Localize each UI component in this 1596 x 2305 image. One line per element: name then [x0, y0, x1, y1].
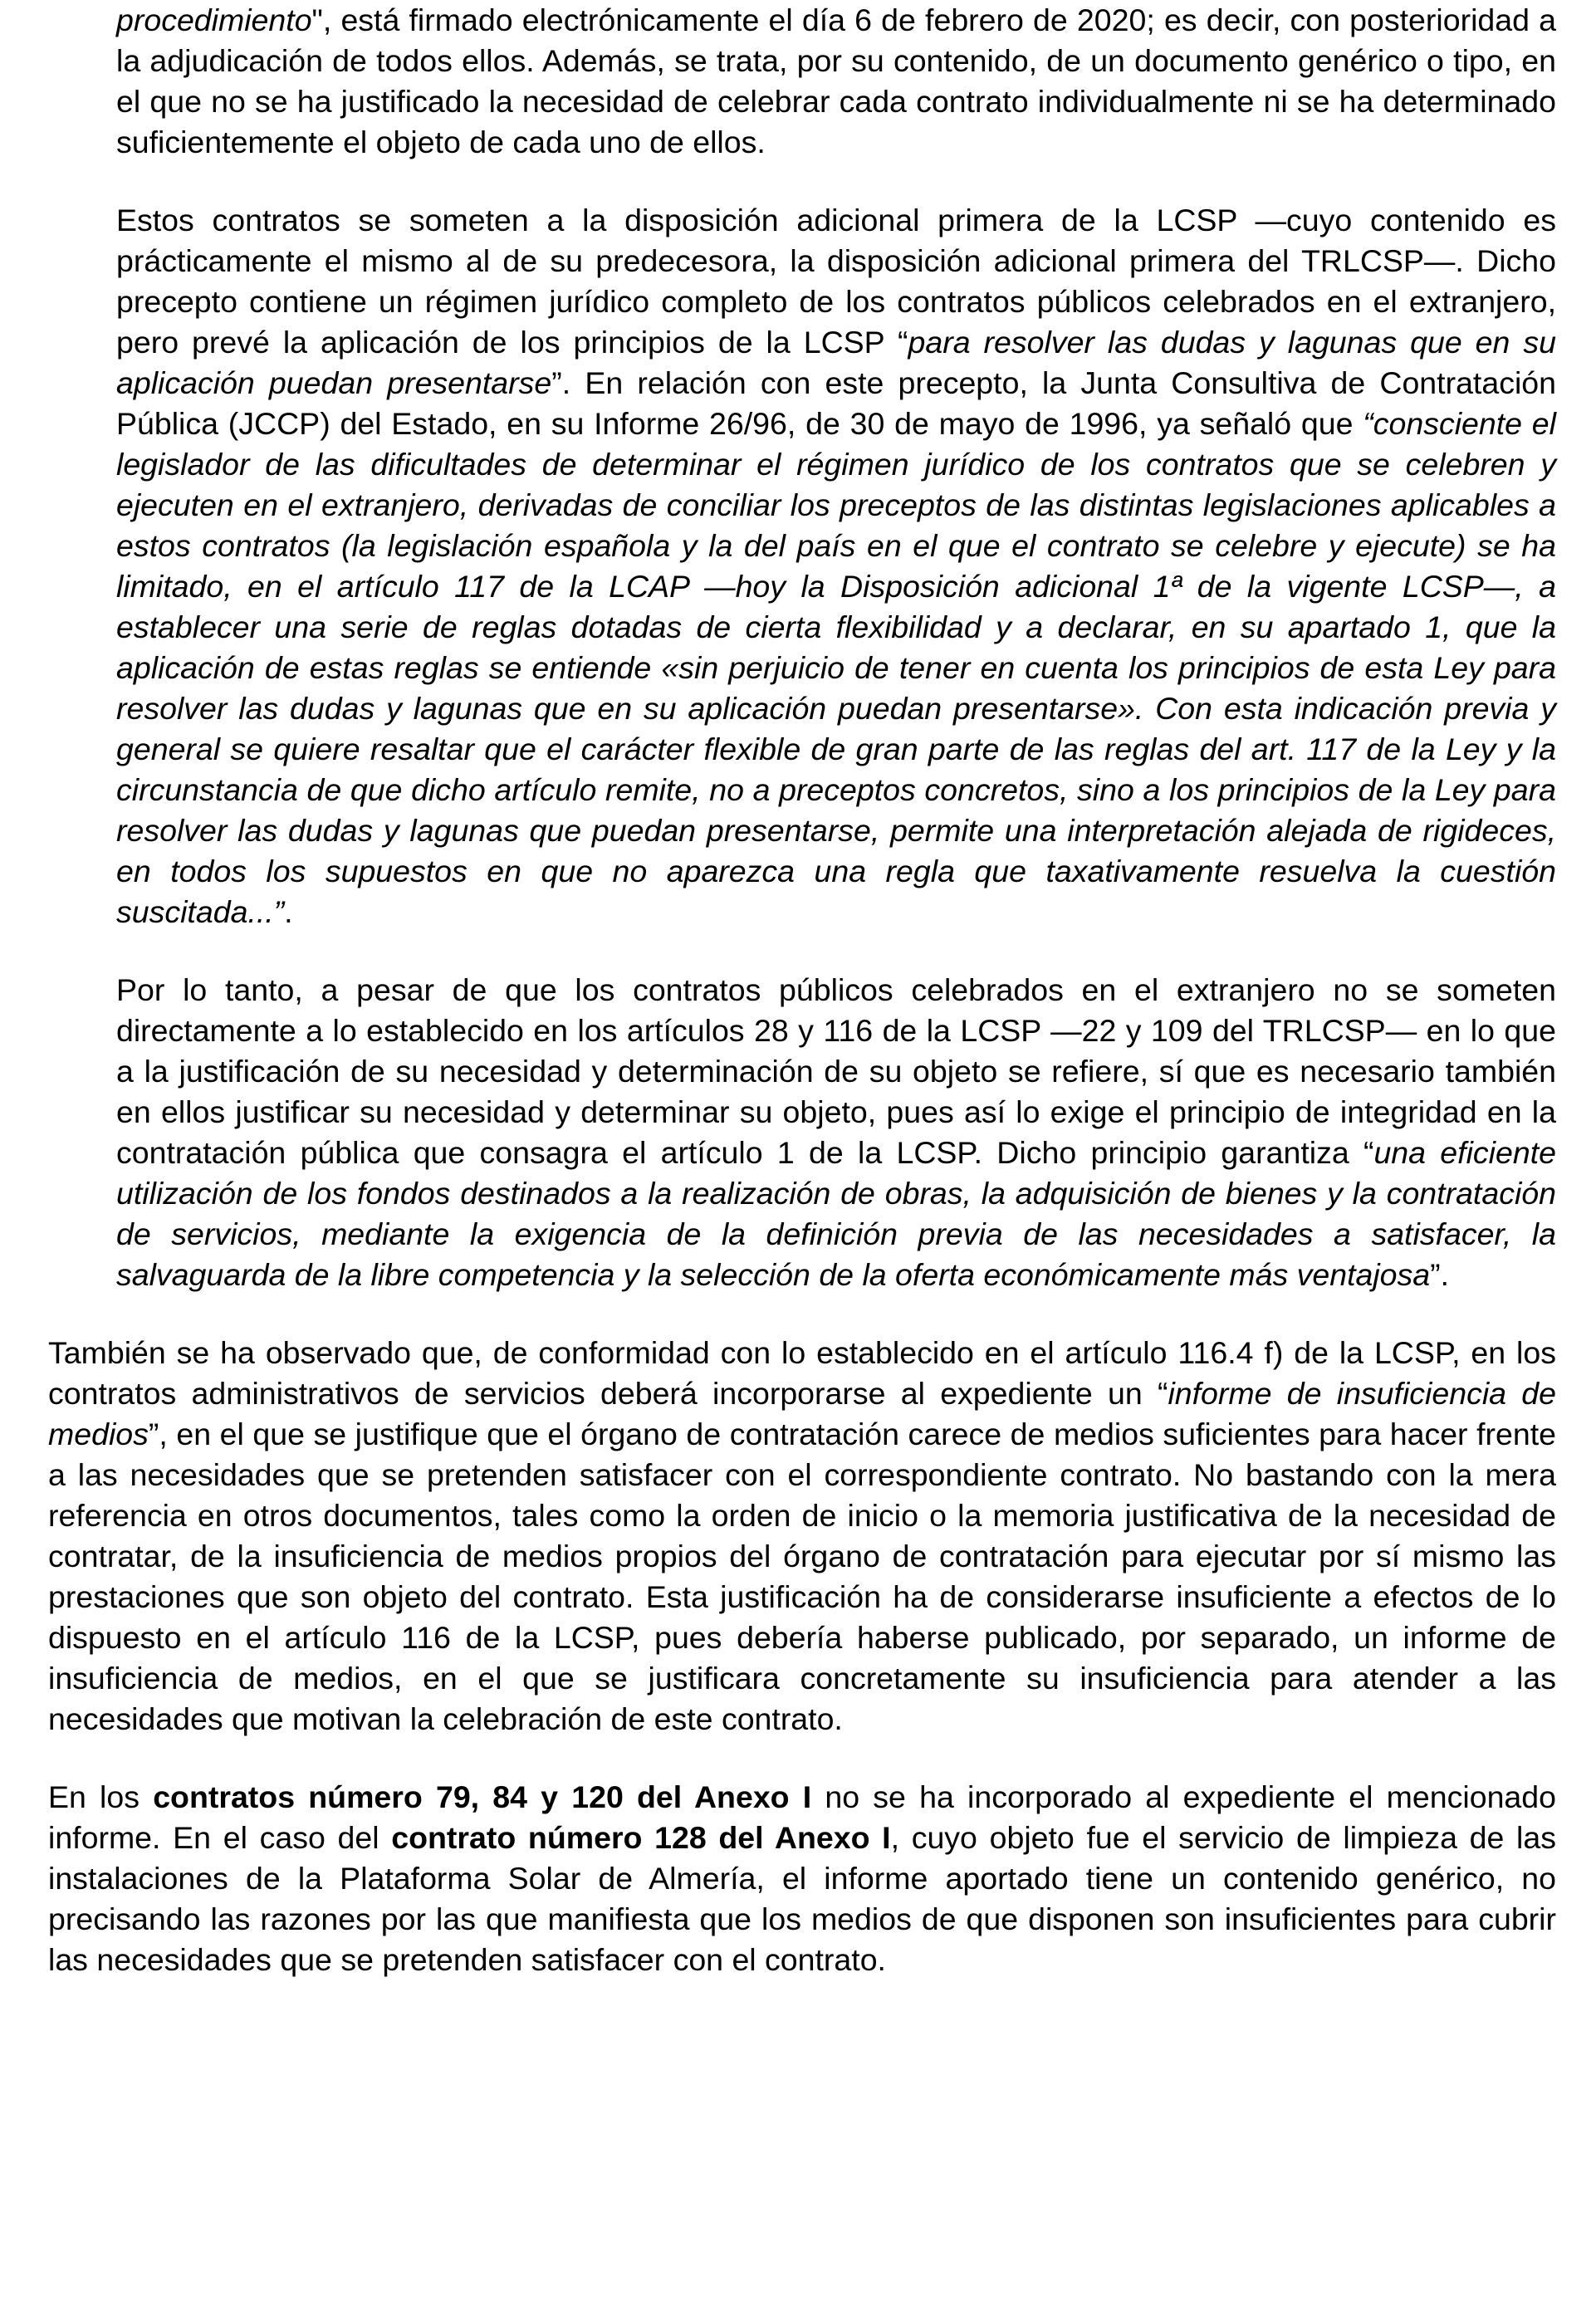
paragraph-text: no se ha incorporado al expediente el mencionado informe. En el caso del [48, 1779, 1556, 1855]
paragraph-text: ", está firmado electrónicamente el día 6 de febrero de 2020; es decir, con posterioridad a la adjudicación de todos ellos. Además, se trata, por su contenido, de un documento genérico o tipo, en el que no se ha justificado la necesidad de celebrar cada contrato individualmente ni se ha determinado suficientemente el objeto de cada uno de ellos. [116, 2, 1556, 159]
italic-quote-jccp: “consciente el legislador de las dificultades de determinar el régimen jurídico de los contratos que se celebren y ejecuten en el extranjero, derivadas de conciliar los preceptos de las distintas legislaciones aplicables a estos contratos (la legislación española y la del país en el que el contrato se celebre y ejecute) se ha limitado, en el artículo 117 de la LCAP —hoy la Disposición adicional 1ª de la vigente LCSP—, a establecer una serie de reglas dotadas de cierta flexibilidad y a declarar, en su apartado 1, que la aplicación de estas reglas se entiende «sin perjuicio de tener en cuenta los principios de esta Ley para resolver las dudas y lagunas que en su aplicación puedan presentarse». Con esta indicación previa y general se quiere resaltar que el carácter flexible de gran parte de las reglas del art. 117 de la Ley y la circunstancia de que dicho artículo remite, no a preceptos concretos, sino a los principios de la Ley para resolver las dudas y lagunas que puedan presentarse, permite una interpretación alejada de rigideces, en todos los supuestos en que no aparezca una regla que taxativamente resuelva la cuestión suscitada...” [116, 406, 1556, 929]
italic-quote: para resolver las dudas y lagunas que en su aplicación puedan presentarse [116, 325, 1556, 400]
paragraph-text: ”, en el que se justifique que el órgano de contratación carece de medios suficientes para hacer frente a las necesidades que se pretenden satisfacer con el correspondiente contrato. No bastando con la mera referencia en otros documentos, tales como la orden de inicio o la memoria justificativa de la necesidad de contratar, de la insuficiencia de medios propios del órgano de contratación para ejecutar por sí mismo las prestaciones que son objeto del contrato. Esta justificación ha de considerarse insuficiente a efectos de lo dispuesto en el artículo 116 de la LCSP, pues debería haberse publicado, por separado, un informe de insuficiencia de medios, en el que se justificara concretamente su insuficiencia para atender a las necesidades que motivan la celebración de este contrato. [48, 1417, 1556, 1736]
paragraph-principio-integridad [116, 970, 1556, 1295]
bold-contract-reference: contrato número 128 del Anexo I [391, 1820, 891, 1855]
document-page [48, 0, 1556, 1980]
paragraph-text: En los [48, 1779, 154, 1814]
italic-quote: informe de insuficiencia de medios [48, 1376, 1556, 1451]
paragraph-disposicion-adicional [116, 200, 1556, 932]
paragraph-text: ”. En relación con este precepto, la Junta Consultiva de Contratación Pública (JCCP) del Estado, en su Informe 26/96, de 30 de mayo de 1996, ya señaló que [116, 365, 1556, 441]
paragraph-text: . [284, 894, 293, 929]
italic-quote: una eficiente utilización de los fondos destinados a la realización de obras, la adquisición de bienes y la contratación de servicios, mediante la exigencia de la definición previa de las necesidades a satisfacer, la salvaguarda de la libre competencia y la selección de la oferta económicamente más ventajosa [116, 1135, 1556, 1292]
paragraph-contratos-anexo [48, 1777, 1556, 1980]
paragraph-text: , cuyo objeto fue el servicio de limpieza de las instalaciones de la Plataforma Solar de Almería, el informe aportado tiene un contenido genérico, no precisando las razones por las que manifiesta que los medios de que disponen son insuficientes para cubrir las necesidades que se pretenden satisfacer con el contrato. [48, 1820, 1556, 1977]
paragraph-text: Estos contratos se someten a la disposición adicional primera de la LCSP —cuyo contenido es prácticamente el mismo al de su predecesora, la disposición adicional primera del TRLCSP—. Dicho precepto contiene un régimen jurídico completo de los contratos públicos celebrados en el extranjero, pero prevé la aplicación de los principios de la LCSP “ [116, 203, 1556, 360]
paragraph-text: Por lo tanto, a pesar de que los contratos públicos celebrados en el extranjero no se someten directamente a lo establecido en los artículos 28 y 116 de la LCSP —22 y 109 del TRLCSP— en lo que a la justificación de su necesidad y determinación de su objeto se refiere, sí que es necesario también en ellos justificar su necesidad y determinar su objeto, pues así lo exige el principio de integridad en la contratación pública que consagra el artículo 1 de la LCSP. Dicho principio garantiza “ [116, 972, 1556, 1170]
italic-text: procedimiento [116, 2, 312, 37]
paragraph-insuficiencia-medios [48, 1333, 1556, 1740]
paragraph-text: ”. [1430, 1257, 1450, 1292]
paragraph-text: También se ha observado que, de conformidad con lo establecido en el artículo 116.4 f) de la LCSP, en los contratos administrativos de servicios deberá incorporarse al expediente un “ [48, 1335, 1556, 1411]
paragraph-procedimiento [116, 0, 1556, 163]
bold-contracts-reference: contratos número 79, 84 y 120 del Anexo I [153, 1779, 812, 1814]
